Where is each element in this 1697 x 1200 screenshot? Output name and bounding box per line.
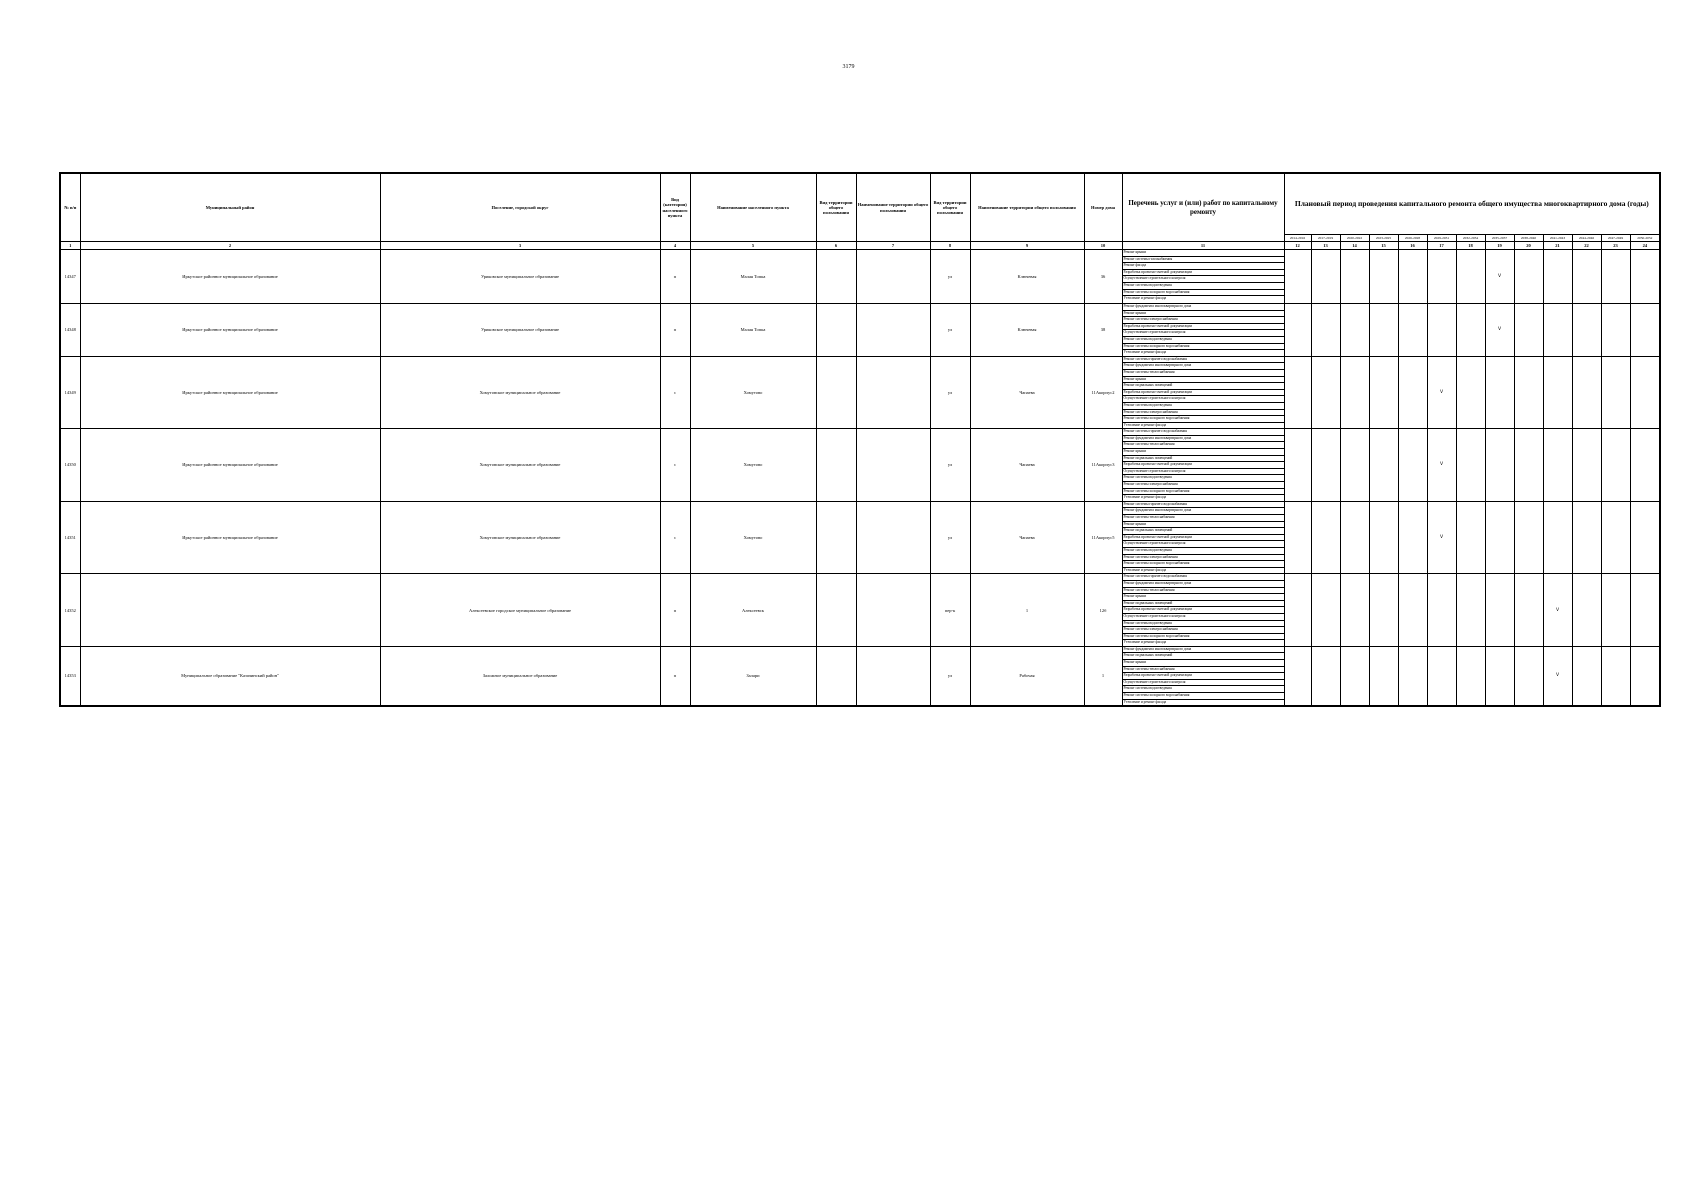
- street-type-cell: пер-к: [930, 574, 970, 647]
- work-item: Ремонт фасада: [1123, 263, 1284, 270]
- period-cell: [1284, 250, 1311, 304]
- period-header: 2023-2025: [1369, 235, 1398, 242]
- header-col-5: Наименование населенного пункта: [690, 173, 816, 242]
- territory-type-cell: [816, 356, 856, 429]
- period-cell: [1340, 646, 1369, 706]
- work-item: Ремонт системы горячего водоснабжения: [1123, 357, 1284, 364]
- settlement-cell: Хомутовское муниципальное образование: [380, 501, 660, 574]
- planned-mark: V: [1543, 646, 1572, 706]
- work-item: Ремонт системы горячего водоснабжения: [1123, 502, 1284, 509]
- header-col-4: Вид (категория) населенного пункта: [660, 173, 690, 242]
- column-number: 18: [1456, 242, 1485, 250]
- table-row: [60, 304, 1660, 357]
- work-item: Ремонт системы холодного водоснабжения: [1123, 290, 1284, 297]
- period-cell: [1630, 646, 1660, 706]
- work-item: Осуществление строительного контроля: [1123, 614, 1284, 621]
- period-cell: [1630, 429, 1660, 502]
- locality-cell: Малая Топка: [690, 304, 816, 357]
- period-cell: [1398, 646, 1427, 706]
- header-col-8: Вид территории общего пользования: [930, 173, 970, 242]
- territory-type-cell: [816, 501, 856, 574]
- column-number: 3: [380, 242, 660, 250]
- work-item: Разработка проектно-сметной документации: [1123, 607, 1284, 614]
- column-number: 16: [1398, 242, 1427, 250]
- period-cell: [1456, 501, 1485, 574]
- work-item: Ремонт системы теплоснабжения: [1123, 442, 1284, 449]
- period-cell: [1572, 356, 1601, 429]
- column-number: 8: [930, 242, 970, 250]
- period-cell: [1543, 356, 1572, 429]
- header-col-11: Перечень услуг и (или) работ по капитальному ремонту: [1122, 173, 1284, 242]
- work-item: Ремонт системы холодного водоснабжения: [1123, 693, 1284, 700]
- period-header: 2026-2028: [1398, 235, 1427, 242]
- period-header: 2038-2040: [1514, 235, 1543, 242]
- period-cell: [1369, 429, 1398, 502]
- period-cell: [1601, 356, 1630, 429]
- locality-type-cell: п: [660, 646, 690, 706]
- work-item: Ремонт системы холодного водоснабжения: [1123, 561, 1284, 568]
- work-item: Ремонт фундамента многоквартирного дома: [1123, 363, 1284, 370]
- period-cell: [1427, 304, 1456, 357]
- period-cell: [1398, 501, 1427, 574]
- column-number: 1: [60, 242, 80, 250]
- period-cell: [1456, 250, 1485, 304]
- work-item: Утепление и ремонт фасада: [1123, 640, 1167, 645]
- column-number: 5: [690, 242, 816, 250]
- column-number: 14: [1340, 242, 1369, 250]
- house-number-cell: 12б: [1084, 574, 1122, 647]
- period-cell: [1369, 304, 1398, 357]
- work-item: Ремонт системы горячего водоснабжения: [1123, 429, 1284, 436]
- period-cell: [1514, 429, 1543, 502]
- street-cell: Чапаева: [970, 356, 1084, 429]
- works-list: [1122, 574, 1284, 647]
- period-cell: [1572, 250, 1601, 304]
- header-col-3: Поселение, городской округ: [380, 173, 660, 242]
- locality-cell: Хомутово: [690, 501, 816, 574]
- header-col-2: Муниципальный район: [80, 173, 380, 242]
- column-number: 4: [660, 242, 690, 250]
- territory-name-cell: [856, 574, 930, 647]
- work-item: Осуществление строительного контроля: [1123, 680, 1284, 687]
- work-item: Ремонт крыши: [1123, 311, 1284, 318]
- column-number: 13: [1311, 242, 1340, 250]
- period-cell: [1398, 574, 1427, 647]
- work-item: Разработка проектно-сметной документации: [1123, 324, 1284, 331]
- house-number-cell: 38: [1084, 304, 1122, 357]
- table-row: [60, 646, 1660, 706]
- period-cell: [1572, 304, 1601, 357]
- period-cell: [1340, 574, 1369, 647]
- work-item: Разработка проектно-сметной документации: [1123, 390, 1284, 397]
- period-cell: [1514, 574, 1543, 647]
- period-cell: [1630, 501, 1660, 574]
- work-item: Ремонт фундамента многоквартирного дома: [1123, 304, 1284, 311]
- period-header: 2047-2049: [1601, 235, 1630, 242]
- period-cell: [1485, 501, 1514, 574]
- period-cell: [1514, 356, 1543, 429]
- territory-type-cell: [816, 574, 856, 647]
- work-item: Ремонт системы холодного водоснабжения: [1123, 344, 1284, 351]
- period-cell: [1630, 574, 1660, 647]
- planned-mark: V: [1427, 501, 1456, 574]
- work-item: Ремонт системы электроснабжения: [1123, 482, 1284, 489]
- period-header: 2035-2037: [1485, 235, 1514, 242]
- work-item: Ремонт системы электроснабжения: [1123, 317, 1284, 324]
- period-cell: [1572, 429, 1601, 502]
- period-cell: [1427, 646, 1456, 706]
- period-cell: [1398, 250, 1427, 304]
- district-cell: Иркутское районное муниципальное образование: [80, 501, 380, 574]
- work-item: Ремонт системы водоотведения: [1123, 475, 1284, 482]
- work-item: Ремонт крыши: [1123, 594, 1284, 601]
- period-cell: [1456, 429, 1485, 502]
- work-item: Осуществление строительного контроля: [1123, 396, 1284, 403]
- row-number: 14353: [60, 646, 80, 706]
- column-number: 22: [1572, 242, 1601, 250]
- table-row: [60, 429, 1660, 502]
- period-cell: [1340, 429, 1369, 502]
- period-cell: [1427, 250, 1456, 304]
- territory-type-cell: [816, 429, 856, 502]
- period-cell: [1572, 501, 1601, 574]
- period-cell: [1340, 304, 1369, 357]
- header-col-9: Наименование территории общего пользования: [970, 173, 1084, 242]
- work-item: Ремонт системы холодного водоснабжения: [1123, 634, 1284, 641]
- work-item: Утепление и ремонт фасада: [1123, 350, 1167, 355]
- work-item: Ремонт фундамента многоквартирного дома: [1123, 508, 1284, 515]
- period-cell: [1311, 304, 1340, 357]
- house-number-cell: 11Акорпус5: [1084, 501, 1122, 574]
- work-item: Утепление и ремонт фасада: [1123, 699, 1167, 704]
- locality-type-cell: п: [660, 250, 690, 304]
- house-number-cell: 36: [1084, 250, 1122, 304]
- planned-mark: V: [1427, 429, 1456, 502]
- table-row: [60, 356, 1660, 429]
- work-item: Ремонт системы горячего водоснабжения: [1123, 574, 1284, 581]
- street-type-cell: ул: [930, 501, 970, 574]
- period-cell: [1514, 501, 1543, 574]
- works-list: [1122, 646, 1284, 706]
- column-number: 15: [1369, 242, 1398, 250]
- house-number-cell: 11Акорпус3: [1084, 429, 1122, 502]
- period-cell: [1311, 429, 1340, 502]
- work-item: Ремонт системы водоотведения: [1123, 337, 1284, 344]
- planned-mark: V: [1427, 356, 1456, 429]
- period-cell: [1284, 501, 1311, 574]
- period-cell: [1369, 501, 1398, 574]
- period-cell: [1284, 646, 1311, 706]
- period-cell: [1311, 501, 1340, 574]
- period-header: 2029-2031: [1427, 235, 1456, 242]
- period-cell: [1311, 646, 1340, 706]
- work-item: Ремонт фундамента многоквартирного дома: [1123, 647, 1284, 654]
- works-list: [1122, 304, 1284, 357]
- column-number: 17: [1427, 242, 1456, 250]
- territory-name-cell: [856, 501, 930, 574]
- period-cell: [1284, 356, 1311, 429]
- street-cell: Рабочая: [970, 646, 1084, 706]
- period-cell: [1601, 646, 1630, 706]
- period-cell: [1572, 646, 1601, 706]
- period-cell: [1284, 304, 1311, 357]
- period-cell: [1311, 250, 1340, 304]
- district-cell: Муниципальное образование "Казачинский район": [80, 646, 380, 706]
- street-cell: 1: [970, 574, 1084, 647]
- house-number-cell: 11Акорпус2: [1084, 356, 1122, 429]
- work-item: Ремонт крыши: [1123, 250, 1284, 257]
- work-item: Ремонт системы электроснабжения: [1123, 627, 1284, 634]
- work-item: Ремонт крыши: [1123, 449, 1284, 456]
- period-cell: [1514, 646, 1543, 706]
- work-item: Ремонт крыши: [1123, 377, 1284, 384]
- locality-cell: Хомутово: [690, 356, 816, 429]
- column-number: 20: [1514, 242, 1543, 250]
- territory-name-cell: [856, 304, 930, 357]
- period-cell: [1369, 574, 1398, 647]
- work-item: Ремонт системы водоотведения: [1123, 621, 1284, 628]
- period-cell: [1601, 250, 1630, 304]
- period-cell: [1485, 574, 1514, 647]
- period-cell: [1543, 250, 1572, 304]
- period-cell: [1398, 356, 1427, 429]
- street-cell: Чапаева: [970, 429, 1084, 502]
- period-header: 2044-2046: [1572, 235, 1601, 242]
- work-item: Ремонт системы водоотведения: [1123, 548, 1284, 555]
- work-item: Ремонт системы теплоснабжения: [1123, 515, 1284, 522]
- street-type-cell: ул: [930, 250, 970, 304]
- period-cell: [1485, 646, 1514, 706]
- period-cell: [1284, 429, 1311, 502]
- period-cell: [1369, 356, 1398, 429]
- work-item: Ремонт крыши: [1123, 660, 1284, 667]
- period-cell: [1601, 501, 1630, 574]
- period-header: 2014-2016: [1284, 235, 1311, 242]
- locality-type-cell: с: [660, 501, 690, 574]
- period-cell: [1543, 429, 1572, 502]
- locality-cell: Алексеевск: [690, 574, 816, 647]
- work-item: Ремонт подвальных помещений: [1123, 528, 1284, 535]
- work-item: Осуществление строительного контроля: [1123, 541, 1284, 548]
- column-number: 12: [1284, 242, 1311, 250]
- header-col-1: № п/п: [60, 173, 80, 242]
- locality-type-cell: с: [660, 356, 690, 429]
- work-item: Ремонт системы водоотведения: [1123, 283, 1284, 290]
- work-item: Ремонт системы водоотведения: [1123, 686, 1284, 693]
- work-item: Утепление и ремонт фасада: [1123, 567, 1167, 572]
- column-number: 9: [970, 242, 1084, 250]
- street-cell: Чапаева: [970, 501, 1084, 574]
- settlement-cell: Алексеевское городское муниципальное образование: [380, 574, 660, 647]
- period-cell: [1630, 304, 1660, 357]
- work-item: Ремонт системы теплоснабжения: [1123, 667, 1284, 674]
- work-item: Осуществление строительного контроля: [1123, 276, 1284, 283]
- work-item: Ремонт системы холодного водоснабжения: [1123, 416, 1284, 423]
- locality-type-cell: п: [660, 304, 690, 357]
- street-cell: Ключевая: [970, 304, 1084, 357]
- house-number-cell: 1: [1084, 646, 1122, 706]
- page-number: 3179: [842, 64, 855, 70]
- work-item: Ремонт системы холодного водоснабжения: [1123, 489, 1284, 496]
- work-item: Утепление и ремонт фасада: [1123, 422, 1167, 427]
- locality-cell: Хомутово: [690, 429, 816, 502]
- street-cell: Ключевая: [970, 250, 1084, 304]
- column-number: 11: [1122, 242, 1284, 250]
- period-cell: [1284, 574, 1311, 647]
- period-cell: [1456, 356, 1485, 429]
- street-type-cell: ул: [930, 429, 970, 502]
- period-cell: [1485, 429, 1514, 502]
- district-cell: Иркутское районное муниципальное образование: [80, 250, 380, 304]
- work-item: Разработка проектно-сметной документации: [1123, 535, 1284, 542]
- period-cell: [1543, 501, 1572, 574]
- column-number: 19: [1485, 242, 1514, 250]
- period-cell: [1543, 304, 1572, 357]
- work-item: Ремонт подвальных помещений: [1123, 653, 1284, 660]
- territory-name-cell: [856, 356, 930, 429]
- settlement-cell: Уриковское муниципальное образование: [380, 250, 660, 304]
- work-item: Разработка проектно-сметной документации: [1123, 462, 1284, 469]
- period-cell: [1485, 356, 1514, 429]
- row-number: 14350: [60, 429, 80, 502]
- capital-repair-table: [59, 172, 1661, 707]
- work-item: Разработка проектно-сметной документации: [1123, 673, 1284, 680]
- table-row: [60, 574, 1660, 647]
- planned-mark: V: [1543, 574, 1572, 647]
- period-cell: [1340, 356, 1369, 429]
- period-cell: [1398, 429, 1427, 502]
- street-type-cell: ул: [930, 356, 970, 429]
- work-item: Ремонт фундамента многоквартирного дома: [1123, 436, 1284, 443]
- header-col-10: Номер дома: [1084, 173, 1122, 242]
- header-row: [60, 173, 1660, 235]
- work-item: Ремонт крыши: [1123, 522, 1284, 529]
- work-item: Ремонт системы электроснабжения: [1123, 410, 1284, 417]
- column-number: 10: [1084, 242, 1122, 250]
- period-cell: [1456, 646, 1485, 706]
- street-type-cell: ул: [930, 304, 970, 357]
- works-list: [1122, 250, 1284, 304]
- period-cell: [1340, 501, 1369, 574]
- work-item: Осуществление строительного контроля: [1123, 469, 1284, 476]
- territory-name-cell: [856, 429, 930, 502]
- district-cell: Иркутское районное муниципальное образование: [80, 429, 380, 502]
- territory-type-cell: [816, 250, 856, 304]
- works-list: [1122, 501, 1284, 574]
- period-cell: [1514, 304, 1543, 357]
- work-item: Осуществление строительного контроля: [1123, 330, 1284, 337]
- period-cell: [1456, 304, 1485, 357]
- row-number: 14347: [60, 250, 80, 304]
- period-header: 2032-2034: [1456, 235, 1485, 242]
- header-col-6: Вид территории общего пользования: [816, 173, 856, 242]
- territory-type-cell: [816, 646, 856, 706]
- header-col-7: Наименование территории общего пользования: [856, 173, 930, 242]
- column-numbers-row: [60, 242, 1660, 250]
- territory-name-cell: [856, 250, 930, 304]
- period-cell: [1630, 356, 1660, 429]
- street-type-cell: ул: [930, 646, 970, 706]
- work-item: Ремонт подвальных помещений: [1123, 601, 1284, 608]
- table-row: [60, 250, 1660, 304]
- column-number: 23: [1601, 242, 1630, 250]
- district-cell: Иркутское районное муниципальное образование: [80, 304, 380, 357]
- district-cell: Иркутское районное муниципальное образование: [80, 356, 380, 429]
- period-cell: [1427, 574, 1456, 647]
- work-item: Ремонт системы теплоснабжения: [1123, 370, 1284, 377]
- work-item: Разработка проектно-сметной документации: [1123, 270, 1284, 277]
- period-cell: [1601, 429, 1630, 502]
- row-number: 14352: [60, 574, 80, 647]
- period-header: 2050-2052: [1630, 235, 1660, 242]
- period-cell: [1369, 250, 1398, 304]
- work-item: Ремонт системы газоснабжения: [1123, 257, 1284, 264]
- row-number: 14349: [60, 356, 80, 429]
- work-item: Ремонт фундамента многоквартирного дома: [1123, 581, 1284, 588]
- settlement-cell: Уриковское муниципальное образование: [380, 304, 660, 357]
- column-number: 21: [1543, 242, 1572, 250]
- period-cell: [1311, 356, 1340, 429]
- period-cell: [1311, 574, 1340, 647]
- period-header: 2017-2019: [1311, 235, 1340, 242]
- works-list: [1122, 429, 1284, 502]
- work-item: Утепление и ремонт фасада: [1123, 296, 1167, 301]
- column-number: 24: [1630, 242, 1660, 250]
- settlement-cell: Хомутовское муниципальное образование: [380, 356, 660, 429]
- settlement-cell: Хомутовское муниципальное образование: [380, 429, 660, 502]
- locality-type-cell: с: [660, 429, 690, 502]
- work-item: Ремонт подвальных помещений: [1123, 456, 1284, 463]
- period-cell: [1572, 574, 1601, 647]
- locality-cell: Малая Топка: [690, 250, 816, 304]
- work-item: Ремонт системы водоотведения: [1123, 403, 1284, 410]
- works-list: [1122, 356, 1284, 429]
- work-item: Утепление и ремонт фасада: [1123, 495, 1167, 500]
- planned-mark: V: [1485, 304, 1514, 357]
- column-number: 6: [816, 242, 856, 250]
- locality-cell: Залари: [690, 646, 816, 706]
- row-number: 14351: [60, 501, 80, 574]
- column-number: 7: [856, 242, 930, 250]
- period-cell: [1398, 304, 1427, 357]
- planned-mark: V: [1485, 250, 1514, 304]
- table-row: [60, 501, 1660, 574]
- column-number: 2: [80, 242, 380, 250]
- territory-type-cell: [816, 304, 856, 357]
- period-cell: [1514, 250, 1543, 304]
- work-item: Ремонт подвальных помещений: [1123, 383, 1284, 390]
- row-number: 14348: [60, 304, 80, 357]
- period-header: 2020-2022: [1340, 235, 1369, 242]
- work-item: Ремонт системы теплоснабжения: [1123, 588, 1284, 595]
- settlement-cell: Заложное муниципальное образование: [380, 646, 660, 706]
- period-cell: [1340, 250, 1369, 304]
- work-item: Ремонт системы электроснабжения: [1123, 555, 1284, 562]
- period-cell: [1369, 646, 1398, 706]
- territory-name-cell: [856, 646, 930, 706]
- period-cell: [1456, 574, 1485, 647]
- locality-type-cell: п: [660, 574, 690, 647]
- period-cell: [1601, 574, 1630, 647]
- district-cell: [80, 574, 380, 647]
- period-cell: [1630, 250, 1660, 304]
- period-header: 2041-2043: [1543, 235, 1572, 242]
- period-cell: [1601, 304, 1630, 357]
- header-plan-period: Плановый период проведения капитального ремонта общего имущества многоквартирного дома (годы): [1284, 173, 1660, 235]
